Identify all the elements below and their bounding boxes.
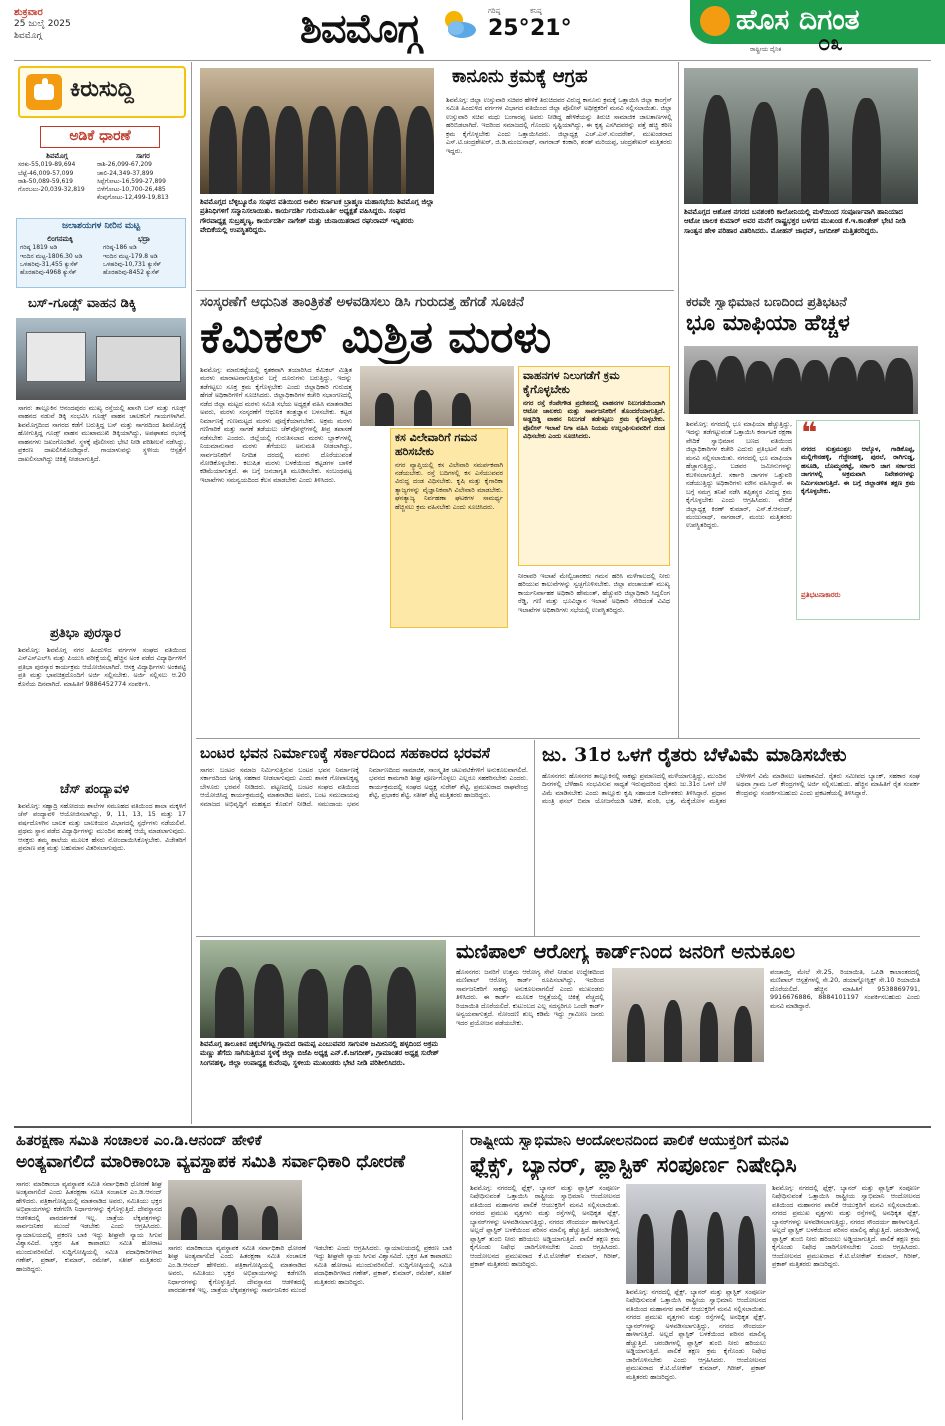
kiru-suddi-box: [18, 66, 186, 118]
brand-name: ಹೊಸ ದಿಗಂತ: [736, 3, 860, 36]
truck-shape: [26, 332, 86, 382]
masthead-divider: [14, 60, 931, 61]
temp-low-value: 21°: [530, 16, 572, 41]
market-sagara: [97, 152, 189, 202]
rate-row: ಸಿಪ್ಪೆಗೋಟು-16,599-27,899: [97, 177, 166, 185]
dam-line: ಇಂದಿನ ಮಟ್ಟ-1806.30 ಅಡಿ: [20, 252, 83, 260]
brand-logo-icon: [700, 6, 730, 36]
main-story-title: ಕೆಮಿಕಲ್ ಮಿಶ್ರಿತ ಮರಳು: [200, 312, 552, 363]
adike-title: ಅಡಿಕೆ ಧಾರಣೆ: [40, 126, 160, 148]
story-bus-title: ಬಸ್-ಗೂಡ್ಸ್ ವಾಹನ ಡಿಕ್ಕಿ: [28, 296, 137, 311]
land-mafia-kicker: ಕರವೇ ಸ್ವಾಭಿಮಾನ ಬಣದಿಂದ ಪ್ರತಿಭಟನೆ: [686, 294, 847, 309]
rate-row: ಬೆಟ್ಟೆ-46,009-57,099: [18, 169, 74, 177]
meeting-photo: [360, 366, 514, 426]
temp-low: [530, 8, 572, 43]
law-story-text: ಶಿವಮೊಗ್ಗ: ಜಿಲ್ಲಾ ಉಸ್ತುವಾರಿ ಸಚಿವರ ಹೇಳಿಕೆ ತಿರುಚಿದವರ ವಿರುದ್ಧ ಕಾನೂನು ಕ್ರಮಕ್ಕೆ ಒತ್ತಾಯಿಸಿ ಜಿಲ್ಲಾ ಕಾಂಗ್ರೆಸ್ ಸಮಿತಿ ಹಿಂದುಳಿದ ವರ್ಗಗಳ ವಿಭಾಗದ ವತಿಯಿಂದ ಜಿಲ್ಲಾ ಪೊಲೀಸ್ ಅಧೀಕ್ಷಕರಿಗೆ ಮನವಿ ಸಲ್ಲಿಸಲಾಯಿತು. ಜಿಲ್ಲಾ ಉಸ್ತುವಾರಿ ಸಚಿವ ಮಧು ಬಂಗಾರಪ್ಪ ಅವರು ನೀಡಿದ್ದ ಹೇಳಿಕೆಯನ್ನು ತಿರುಚಿ ಸಾಮಾಜಿಕ ಜಾಲತಾಣಗಳಲ್ಲಿ ಹರಿಬಿಡಲಾಗಿದೆ. ಇದರಿಂದ ಸಮಾಜದಲ್ಲಿ ಗೊಂದಲ ಸೃಷ್ಟಿಯಾಗಿದ್ದು, ಈ ಕೃತ್ಯ ಎಸಗಿದವರನ್ನು ಪತ್ತೆ ಹಚ್ಚಿ ಕಠಿಣ ಕ್ರಮ ಕೈಗೊಳ್ಳಬೇಕು ಎಂದು ಒತ್ತಾಯಿಸಿದರು. ಜಿಲ್ಲಾಧ್ಯಕ್ಷ ಎಚ್.ಎಸ್.ಸುಂದರೇಶ್, ಮುಖಂಡರಾದ ಎಸ್.ಟಿ.ಚಂದ್ರಶೇಖರ್, ಜಿ.ಡಿ.ಮಂಜುನಾಥ್, ನಾಗರಾಜ್ ಕಂಕಾರಿ, ಶರತ್ ಮರಿಯಪ್ಪ, ಚಂದ್ರಶೇಖರ್ ಮತ್ತಿತರರು ಇದ್ದರು.: [446, 96, 672, 155]
story-chess-title: ಚೆಸ್ ಪಂದ್ಯಾವಳಿ: [60, 782, 130, 797]
quote-mark-icon: ❝: [801, 416, 818, 449]
land-mafia-quote: ನಗರದ ಸುತ್ತಮುತ್ತಲ ಆಲ್ಕೊಳ, ಗಾಡಿಕೊಪ್ಪ, ಮಲ್ಲಿಗೇನಹಳ್ಳಿ, ಗೆಜ್ಜೇನಹಳ್ಳಿ, ಪುರಲೆ, ರಾಗಿಗುಡ್ಡ, ಹಸೂಡಿ, ಬೊಮ್ಮನಕಟ್ಟೆ, ಸರ್ಕಾರಿ ಜಾಗ ಸರ್ಕಾರದ ಜಾಗಗಳಲ್ಲಿ ಅಕ್ರಮವಾಗಿ ನಿವೇಶನಗಳನ್ನು ನಿರ್ಮಿಸಲಾಗುತ್ತಿದೆ. ಈ ಬಗ್ಗೆ ಜಿಲ್ಲಾಡಳಿತ ತಕ್ಷಣ ಕ್ರಮ ಕೈಗೊಳ್ಳಬೇಕು.: [801, 445, 915, 496]
house-visit-photo: [684, 68, 918, 204]
land-mafia-quote-by: ಪ್ರತಿಭಟನಾಕಾರರು: [801, 591, 841, 599]
main-story-text: ಶಿವಮೊಗ್ಗ: ಮಾರುಕಟ್ಟೆಯಲ್ಲಿ ಕೃತಕವಾಗಿ ತಯಾರಿಸಿದ ಕೆಮಿಕಲ್ ಮಿಶ್ರಿತ ಮರಳು ಮಾರಾಟವಾಗುತ್ತಿರುವ ಬಗ್ಗೆ ದೂರುಗಳು ಬರುತ್ತಿದ್ದು, ಇದನ್ನು ತಡೆಗಟ್ಟಲು ಸೂಕ್ತ ಕ್ರಮ ಕೈಗೊಳ್ಳಬೇಕು ಎಂದು ಜಿಲ್ಲಾಧಿಕಾರಿ ಗುರುದತ್ತ ಹೆಗಡೆ ಅಧಿಕಾರಿಗಳಿಗೆ ಸೂಚಿಸಿದರು. ಜಿಲ್ಲಾಧಿಕಾರಿಗಳ ಕಚೇರಿ ಸಭಾಂಗಣದಲ್ಲಿ ನಡೆದ ಜಿಲ್ಲಾ ಮಟ್ಟದ ಮರಳು ಸಮಿತಿ ಸಭೆಯ ಅಧ್ಯಕ್ಷತೆ ವಹಿಸಿ ಮಾತನಾಡಿದ ಅವರು, ಮರಳು ಸಂಸ್ಕರಣೆಗೆ ಆಧುನಿಕ ತಂತ್ರಜ್ಞಾನ ಬಳಸಬೇಕು. ಕಟ್ಟಡ ನಿರ್ಮಾಣಕ್ಕೆ ಗುಣಮಟ್ಟದ ಮರಳು ಪೂರೈಕೆಯಾಗಬೇಕು. ಅಕ್ರಮ ಮರಳು ಗಣಿಗಾರಿಕೆ ಮತ್ತು ಸಾಗಣೆ ತಡೆಯಲು ಚೆಕ್‌ಪೋಸ್ಟ್‌ಗಳಲ್ಲಿ ತೀವ್ರ ತಪಾಸಣೆ ನಡೆಸಬೇಕು ಎಂದರು. ಜಿಲ್ಲೆಯಲ್ಲಿ ಗುರುತಿಸಲಾದ ಮರಳು ಬ್ಲಾಕ್‌ಗಳಲ್ಲಿ ನಿಯಮಾನುಸಾರ ಮರಳು ತೆಗೆಯಲು ಅನುಮತಿ ನೀಡಲಾಗಿದ್ದು, ಸಾರ್ವಜನಿಕರಿಗೆ ನಿಗದಿತ ದರದಲ್ಲಿ ಮರಳು ದೊರೆಯುವಂತೆ ನೋಡಿಕೊಳ್ಳಬೇಕು. ಕಲುಷಿತ ಮರಳು ಬಳಕೆಯಿಂದ ಕಟ್ಟಡಗಳ ಬಾಳಿಕೆ ಕಡಿಮೆಯಾಗುತ್ತದೆ. ಈ ಬಗ್ಗೆ ಜನಜಾಗೃತಿ ಮೂಡಿಸಬೇಕು. ಸಂಬಂಧಪಟ್ಟ ಇಲಾಖೆಗಳು ಸಮನ್ವಯದಿಂದ ಕೆಲಸ ಮಾಡಬೇಕು ಎಂದು ತಿಳಿಸಿದರು.: [200, 366, 352, 484]
day-label: ಶುಕ್ರವಾರ: [14, 7, 43, 18]
story-bus-text: ಸಾಗರ: ತಾಲ್ಲೂಕಿನ ಆನಂದಪುರಂ ಮುಖ್ಯ ರಸ್ತೆಯಲ್ಲಿ ಖಾಸಗಿ ಬಸ್ ಮತ್ತು ಗೂಡ್ಸ್ ವಾಹನದ ನಡುವೆ ಡಿಕ್ಕಿ ಸಂಭವಿಸಿ ಗೂಡ್ಸ್ ವಾಹನ ಚಾಲಕನಿಗೆ ಗಾಯಗಳಾಗಿವೆ. ಶಿವಮೊಗ್ಗದಿಂದ ಸಾಗರದ ಕಡೆಗೆ ಬರುತ್ತಿದ್ದ ಬಸ್ ಮತ್ತು ಸಾಗರದಿಂದ ಶಿವಮೊಗ್ಗಕ್ಕೆ ಹೋಗುತ್ತಿದ್ದ ಗೂಡ್ಸ್ ವಾಹನ ಮುಖಾಮುಖಿ ಡಿಕ್ಕಿಯಾಗಿದ್ದು, ಅಪಘಾತದ ರಭಸಕ್ಕೆ ವಾಹನಗಳು ಜಖಂಗೊಂಡಿವೆ. ಸ್ಥಳಕ್ಕೆ ಪೊಲೀಸರು ಭೇಟಿ ನೀಡಿ ಪರಿಶೀಲನೆ ನಡೆಸಿದ್ದು, ಪ್ರಕರಣ ದಾಖಲಿಸಿಕೊಂಡಿದ್ದಾರೆ. ಗಾಯಾಳುವನ್ನು ಸ್ಥಳೀಯ ಆಸ್ಪತ್ರೆಗೆ ದಾಖಲಿಸಲಾಗಿದ್ದು ಚಿಕಿತ್ಸೆ ನೀಡಲಾಗುತ್ತಿದೆ.: [18, 404, 186, 463]
dam-line: ಗರಿಷ್ಠ 1819 ಅಡಿ: [20, 244, 58, 252]
bus-accident-photo: [16, 318, 186, 400]
section-divider: [196, 290, 674, 291]
flex-ban-text: ಶಿವಮೊಗ್ಗ: ನಗರದಲ್ಲಿ ಫ್ಲೆಕ್ಸ್, ಬ್ಯಾನರ್ ಮತ್ತು ಪ್ಲಾಸ್ಟಿಕ್ ಸಂಪೂರ್ಣ ನಿಷೇಧಿಸುವಂತೆ ಒತ್ತಾಯಿಸಿ ರಾಷ್ಟ್ರೀಯ ಸ್ವಾಭಿಮಾನಿ ಆಂದೋಲನದ ವತಿಯಿಂದ ಮಹಾನಗರ ಪಾಲಿಕೆ ಆಯುಕ್ತರಿಗೆ ಮನವಿ ಸಲ್ಲಿಸಲಾಯಿತು. ನಗರದ ಪ್ರಮುಖ ವೃತ್ತಗಳು ಮತ್ತು ರಸ್ತೆಗಳಲ್ಲಿ ಅನಧಿಕೃತ ಫ್ಲೆಕ್ಸ್, ಬ್ಯಾನರ್‌ಗಳನ್ನು ಅಳವಡಿಸಲಾಗುತ್ತಿದ್ದು, ನಗರದ ಸೌಂದರ್ಯ ಹಾಳಾಗುತ್ತಿದೆ. ಅಲ್ಲದೆ ಪ್ಲಾಸ್ಟಿಕ್ ಬಳಕೆಯಿಂದ ಪರಿಸರ ಮಾಲಿನ್ಯ ಹೆಚ್ಚುತ್ತಿದೆ. ಚರಂಡಿಗಳಲ್ಲಿ ಪ್ಲಾಸ್ಟಿಕ್ ತುಂಬಿ ನೀರು ಹರಿಯಲು ಅಡ್ಡಿಯಾಗುತ್ತಿದೆ. ಪಾಲಿಕೆ ತಕ್ಷಣ ಕ್ರಮ ಕೈಗೊಂಡು ನಿಷೇಧ ಜಾರಿಗೊಳಿಸಬೇಕು ಎಂದು ಆಗ್ರಹಿಸಿದರು. ಆಂದೋಲನದ ಪ್ರಮುಖರಾದ ಕೆ.ಟಿ.ಲೋಕೇಶ್ ಕುಮಾರ್, ಗಿರೀಶ್, ಪ್ರಕಾಶ್ ಮತ್ತಿತರರು ಹಾಜರಿದ್ದರು.: [470, 1184, 620, 1269]
memorandum-photo: [626, 1184, 766, 1284]
column-divider: [534, 740, 535, 936]
market-sagara-label: ಸಾಗರ: [136, 152, 150, 160]
story-pratibha-text: ಶಿವಮೊಗ್ಗ: ಶಿವಮೊಗ್ಗ ನಗರ ಹಿಂದುಳಿದ ವರ್ಗಗಳ ಸಂಘದ ವತಿಯಿಂದ ಎಸ್ಎಸ್ಎಲ್‌ಸಿ ಮತ್ತು ಪಿಯುಸಿ ಪರೀಕ್ಷೆಯಲ್ಲಿ ಹೆಚ್ಚಿನ ಅಂಕ ಪಡೆದ ವಿದ್ಯಾರ್ಥಿಗಳಿಗೆ ಪ್ರತಿಭಾ ಪುರಸ್ಕಾರ ಕಾರ್ಯಕ್ರಮ ಆಯೋಜಿಸಲಾಗಿದೆ. ಆಸಕ್ತ ವಿದ್ಯಾರ್ಥಿಗಳು ಅಂಕಪಟ್ಟಿ ಪ್ರತಿ ಮತ್ತು ಭಾವಚಿತ್ರದೊಂದಿಗೆ ಅರ್ಜಿ ಸಲ್ಲಿಸಬೇಕು. ಅರ್ಜಿ ಸಲ್ಲಿಸಲು ಆ.20 ಕೊನೆಯ ದಿನವಾಗಿದೆ. ಮಾಹಿತಿಗೆ 9886452774 ಸಂಪರ್ಕಿಸಿ.: [18, 646, 186, 688]
temp-low-label: ಕನಿಷ್ಠ: [530, 7, 542, 15]
dam-line: ಹೊರಹರಿವು-8452 ಕ್ಯುಸೆಕ್: [103, 268, 160, 276]
story-chess-text: ಶಿವಮೊಗ್ಗ: ಸಹ್ಯಾದ್ರಿ ಸಹೋದಯ ಶಾಲೆಗಳ ಸಮೂಹದ ವತಿಯಿಂದ ಶಾಲಾ ಮಕ್ಕಳಿಗೆ ಚೆಸ್ ಪಂದ್ಯಾವಳಿ ಆಯೋಜಿಸಲಾಗಿದ್ದು, 9, 11, 13, 15 ಮತ್ತು 17 ವರ್ಷದೊಳಗಿನ ಬಾಲಕ ಮತ್ತು ಬಾಲಕಿಯರ ವಿಭಾಗದಲ್ಲಿ ಸ್ಪರ್ಧೆಗಳು ನಡೆಯಲಿವೆ. ಪ್ರಥಮ ಸ್ಥಾನ ಪಡೆದ ವಿದ್ಯಾರ್ಥಿಗಳನ್ನು ಮುಂದಿನ ಹಂತಕ್ಕೆ ಆಯ್ಕೆ ಮಾಡಲಾಗುವುದು. ಆಸಕ್ತರು ತಮ್ಮ ಶಾಲೆಯ ಮೂಲಕ ಹೆಸರು ನೋಂದಾಯಿಸಿಕೊಳ್ಳಬೇಕು. ವಿಜೇತರಿಗೆ ಪ್ರಮಾಣ ಪತ್ರ ಮತ್ತು ಬಹುಮಾನ ವಿತರಿಸಲಾಗುವುದು.: [18, 802, 186, 853]
rate-row: ಸರಕು-55,019-89,694: [18, 161, 76, 169]
bantara-text: ಸಾಗರ: ಬಂಟರ ಸಮಾಜ ನಿರ್ಮಿಸುತ್ತಿರುವ ಬಂಟರ ಭವನ ನಿರ್ಮಾಣಕ್ಕೆ ಸರ್ಕಾರದಿಂದ ಅಗತ್ಯ ಸಹಕಾರ ನೀಡಲಾಗುವುದು ಎಂದು ಶಾಸಕ ಗೋಪಾಲಕೃಷ್ಣ ಬೇಳೂರು ಭರವಸೆ ನೀಡಿದರು. ಪಟ್ಟಣದಲ್ಲಿ ಬಂಟರ ಸಂಘದ ವತಿಯಿಂದ ಆಯೋಜಿಸಿದ್ದ ಕಾರ್ಯಕ್ರಮದಲ್ಲಿ ಮಾತನಾಡಿದ ಅವರು, ಬಂಟ ಸಮುದಾಯವು ಸಮಾಜದ ಅಭಿವೃದ್ಧಿಗೆ ಮಹತ್ವದ ಕೊಡುಗೆ ನೀಡಿದೆ. ಸಮುದಾಯ ಭವನ ನಿರ್ಮಾಣದಿಂದ ಸಾಮಾಜಿಕ, ಸಾಂಸ್ಕೃತಿಕ ಚಟುವಟಿಕೆಗಳಿಗೆ ಅನುಕೂಲವಾಗಲಿದೆ. ಭವನದ ಕಾಮಗಾರಿ ಶೀಘ್ರ ಪೂರ್ಣಗೊಳ್ಳಲು ಎಲ್ಲರೂ ಸಹಕರಿಸಬೇಕು ಎಂದರು. ಕಾರ್ಯಕ್ರಮದಲ್ಲಿ ಸಂಘದ ಅಧ್ಯಕ್ಷ ಸುರೇಶ್ ಶೆಟ್ಟಿ, ಪ್ರಮುಖರಾದ ರಾಘವೇಂದ್ರ ಶೆಟ್ಟಿ, ಪ್ರಭಾಕರ ಶೆಟ್ಟಿ, ಸತೀಶ್ ಶೆಟ್ಟಿ ಮತ್ತಿತರರು ಹಾಜರಿದ್ದರು.: [200, 766, 528, 808]
rate-row: ಕೆಂಪುಗೋಟು-12,499-19,813: [97, 193, 169, 201]
press-meet-photo: [168, 1180, 302, 1240]
temp-high: [488, 8, 530, 43]
partly-cloudy-icon: [438, 6, 480, 42]
dam-name: ಭದ್ರಾ: [137, 235, 151, 243]
flex-ban-text-2: ಶಿವಮೊಗ್ಗ: ನಗರದಲ್ಲಿ ಫ್ಲೆಕ್ಸ್, ಬ್ಯಾನರ್ ಮತ್ತು ಪ್ಲಾಸ್ಟಿಕ್ ಸಂಪೂರ್ಣ ನಿಷೇಧಿಸುವಂತೆ ಒತ್ತಾಯಿಸಿ ರಾಷ್ಟ್ರೀಯ ಸ್ವಾಭಿಮಾನಿ ಆಂದೋಲನದ ವತಿಯಿಂದ ಮಹಾನಗರ ಪಾಲಿಕೆ ಆಯುಕ್ತರಿಗೆ ಮನವಿ ಸಲ್ಲಿಸಲಾಯಿತು. ನಗರದ ಪ್ರಮುಖ ವೃತ್ತಗಳು ಮತ್ತು ರಸ್ತೆಗಳಲ್ಲಿ ಅನಧಿಕೃತ ಫ್ಲೆಕ್ಸ್, ಬ್ಯಾನರ್‌ಗಳನ್ನು ಅಳವಡಿಸಲಾಗುತ್ತಿದ್ದು, ನಗರದ ಸೌಂದರ್ಯ ಹಾಳಾಗುತ್ತಿದೆ. ಅಲ್ಲದೆ ಪ್ಲಾಸ್ಟಿಕ್ ಬಳಕೆಯಿಂದ ಪರಿಸರ ಮಾಲಿನ್ಯ ಹೆಚ್ಚುತ್ತಿದೆ. ಚರಂಡಿಗಳಲ್ಲಿ ಪ್ಲಾಸ್ಟಿಕ್ ತುಂಬಿ ನೀರು ಹರಿಯಲು ಅಡ್ಡಿಯಾಗುತ್ತಿದೆ. ಪಾಲಿಕೆ ತಕ್ಷಣ ಕ್ರಮ ಕೈಗೊಂಡು ನಿಷೇಧ ಜಾರಿಗೊಳಿಸಬೇಕು ಎಂದು ಆಗ್ರಹಿಸಿದರು. ಆಂದೋಲನದ ಪ್ರಮುಖರಾದ ಕೆ.ಟಿ.ಲೋಕೇಶ್ ಕುಮಾರ್, ಗಿರೀಶ್, ಪ್ರಕಾಶ್ ಮತ್ತಿತರರು ಹಾಜರಿದ್ದರು.: [626, 1288, 766, 1381]
flex-ban-text-3: ಶಿವಮೊಗ್ಗ: ನಗರದಲ್ಲಿ ಫ್ಲೆಕ್ಸ್, ಬ್ಯಾನರ್ ಮತ್ತು ಪ್ಲಾಸ್ಟಿಕ್ ಸಂಪೂರ್ಣ ನಿಷೇಧಿಸುವಂತೆ ಒತ್ತಾಯಿಸಿ ರಾಷ್ಟ್ರೀಯ ಸ್ವಾಭಿಮಾನಿ ಆಂದೋಲನದ ವತಿಯಿಂದ ಮಹಾನಗರ ಪಾಲಿಕೆ ಆಯುಕ್ತರಿಗೆ ಮನವಿ ಸಲ್ಲಿಸಲಾಯಿತು. ನಗರದ ಪ್ರಮುಖ ವೃತ್ತಗಳು ಮತ್ತು ರಸ್ತೆಗಳಲ್ಲಿ ಅನಧಿಕೃತ ಫ್ಲೆಕ್ಸ್, ಬ್ಯಾನರ್‌ಗಳನ್ನು ಅಳವಡಿಸಲಾಗುತ್ತಿದ್ದು, ನಗರದ ಸೌಂದರ್ಯ ಹಾಳಾಗುತ್ತಿದೆ. ಅಲ್ಲದೆ ಪ್ಲಾಸ್ಟಿಕ್ ಬಳಕೆಯಿಂದ ಪರಿಸರ ಮಾಲಿನ್ಯ ಹೆಚ್ಚುತ್ತಿದೆ. ಚರಂಡಿಗಳಲ್ಲಿ ಪ್ಲಾಸ್ಟಿಕ್ ತುಂಬಿ ನೀರು ಹರಿಯಲು ಅಡ್ಡಿಯಾಗುತ್ತಿದೆ. ಪಾಲಿಕೆ ತಕ್ಷಣ ಕ್ರಮ ಕೈಗೊಂಡು ನಿಷೇಧ ಜಾರಿಗೊಳಿಸಬೇಕು ಎಂದು ಆಗ್ರಹಿಸಿದರು. ಆಂದೋಲನದ ಪ್ರಮುಖರಾದ ಕೆ.ಟಿ.ಲೋಕೇಶ್ ಕುಮಾರ್, ಗಿರೀಶ್, ಪ್ರಕಾಶ್ ಮತ್ತಿತರರು ಹಾಜರಿದ್ದರು.: [772, 1184, 920, 1269]
flex-ban-kicker: ರಾಷ್ಟ್ರೀಯ ಸ್ವಾಭಿಮಾನಿ ಆಂದೋಲನದಿಂದ ಪಾಲಿಕೆ ಆಯುಕ್ತರಿಗೆ ಮನವಿ: [470, 1132, 789, 1149]
garbage-box-title: ಕಸ ವಿಲೇವಾರಿಗೆ ಗಮನ ಹರಿಸಬೇಕು: [395, 431, 477, 458]
marikamba-text-2: ಸಾಗರ: ಮಾರಿಕಾಂಬಾ ವ್ಯವಸ್ಥಾಪಕ ಸಮಿತಿ ಸರ್ವಾಧಿಕಾರಿ ಧೋರಣೆ ಶೀಘ್ರ ಅಂತ್ಯವಾಗಲಿದೆ ಎಂದು ಹಿತರಕ್ಷಣಾ ಸಮಿತಿ ಸಂಚಾಲಕ ಎಂ.ಡಿ.ಆನಂದ್ ಹೇಳಿದರು. ಪತ್ರಿಕಾಗೋಷ್ಠಿಯಲ್ಲಿ ಮಾತನಾಡಿದ ಅವರು, ಸಮಿತಿಯು ಭಕ್ತರ ಅಭಿಪ್ರಾಯಗಳನ್ನು ಕಡೆಗಣಿಸಿ ನಿರ್ಧಾರಗಳನ್ನು ಕೈಗೊಳ್ಳುತ್ತಿದೆ. ದೇವಸ್ಥಾನದ ಆಡಳಿತದಲ್ಲಿ ಪಾರದರ್ಶಕತೆ ಇಲ್ಲ. ಜಾತ್ರೆಯ ಲೆಕ್ಕಪತ್ರಗಳನ್ನು ಸಾರ್ವಜನಿಕರ ಮುಂದೆ ಇಡಬೇಕು ಎಂದು ಆಗ್ರಹಿಸಿದರು. ನ್ಯಾಯಾಲಯದಲ್ಲಿ ಪ್ರಕರಣ ಬಾಕಿ ಇದ್ದು ಶೀಘ್ರವೇ ನ್ಯಾಯ ಸಿಗುವ ವಿಶ್ವಾಸವಿದೆ. ಭಕ್ತರ ಹಿತ ಕಾಪಾಡಲು ಸಮಿತಿ ಹೋರಾಟ ಮುಂದುವರಿಸಲಿದೆ. ಸುದ್ದಿಗೋಷ್ಠಿಯಲ್ಲಿ ಸಮಿತಿ ಪದಾಧಿಕಾರಿಗಳಾದ ಗಣೇಶ್, ಪ್ರಕಾಶ್, ಕುಮಾರ್, ರಮೇಶ್, ಸತೀಶ್ ಮತ್ತಿತರರು ಹಾಜರಿದ್ದರು.: [168, 1244, 452, 1295]
dam-name: ಲಿಂಗನಮಕ್ಕಿ: [47, 235, 73, 243]
section-divider: [14, 1126, 931, 1128]
main-story-text-2: ನೀರಾವರಿ ಇಲಾಖೆ ಮೇಲ್ವಿಚಾರಕರು ಗಮನ ಹರಿಸಿ ಮಳೆಗಾಲದಲ್ಲಿ ನೀರು ಹರಿಯುವ ಕಾಲುವೆಗಳನ್ನು ಸ್ವಚ್ಛಗೊಳಿಸಬೇಕು. ಜಿಲ್ಲಾ ಪಂಚಾಯತ್ ಮುಖ್ಯ ಕಾರ್ಯನಿರ್ವಾಹಕ ಅಧಿಕಾರಿ ಹೇಮಂತ್, ಹೆಚ್ಚುವರಿ ಜಿಲ್ಲಾಧಿಕಾರಿ ಸಿದ್ದಲಿಂಗ ರೆಡ್ಡಿ, ಗಣಿ ಮತ್ತು ಭೂವಿಜ್ಞಾನ ಇಲಾಖೆ ಅಧಿಕಾರಿ ಸೇರಿದಂತೆ ವಿವಿಧ ಇಲಾಖೆಗಳ ಅಧಿಕಾರಿಗಳು ಸಭೆಯಲ್ಲಿ ಉಪಸ್ಥಿತರಿದ್ದರು.: [518, 572, 670, 614]
market-shivamogga-label: ಶಿವಮೊಗ್ಗ: [46, 152, 68, 160]
flex-ban-title: ಫ್ಲೆಕ್ಸ್, ಬ್ಯಾನರ್, ಪ್ಲಾಸ್ಟಿಕ್ ಸಂಪೂರ್ಣ ನಿಷೇಧಿಸಿ: [470, 1152, 797, 1178]
temp-high-value: 25°: [488, 16, 530, 41]
manipal-text-2: ಪಂಚಾಯ್ತಿ ಮೇಲೆ ಸೇ.25, ರಿಯಾಯಿತಿ, ಒಪಿಡಿ ಕಾಲಾಂತರದಲ್ಲಿ ಮಣಿಪಾಲ್ ಆಸ್ಪತ್ರೆಗಳಲ್ಲಿ ಸೇ.20, ಡಯಾಗ್ನೋಸ್ಟಿಕ್ಸ್ ಸೇ.10 ರಿಯಾಯಿತಿ ದೊರೆಯಲಿದೆ. ಹೆಚ್ಚಿನ ಮಾಹಿತಿಗೆ 9538869791, 9916676886, 8884101197 ಸಂಪರ್ಕಿಸಬಹುದು ಎಂದು ಮನವಿ ಮಾಡಿದ್ದಾರೆ.: [770, 968, 920, 1010]
bantara-title: ಬಂಟರ ಭವನ ನಿರ್ಮಾಣಕ್ಕೆ ಸರ್ಕಾರದಿಂದ ಸಹಕಾರದ ಭರವಸೆ: [200, 744, 491, 762]
parking-box: [518, 366, 670, 566]
column-divider: [678, 62, 679, 738]
marikamba-text: ಸಾಗರ: ಮಾರಿಕಾಂಬಾ ವ್ಯವಸ್ಥಾಪಕ ಸಮಿತಿ ಸರ್ವಾಧಿಕಾರಿ ಧೋರಣೆ ಶೀಘ್ರ ಅಂತ್ಯವಾಗಲಿದೆ ಎಂದು ಹಿತರಕ್ಷಣಾ ಸಮಿತಿ ಸಂಚಾಲಕ ಎಂ.ಡಿ.ಆನಂದ್ ಹೇಳಿದರು. ಪತ್ರಿಕಾಗೋಷ್ಠಿಯಲ್ಲಿ ಮಾತನಾಡಿದ ಅವರು, ಸಮಿತಿಯು ಭಕ್ತರ ಅಭಿಪ್ರಾಯಗಳನ್ನು ಕಡೆಗಣಿಸಿ ನಿರ್ಧಾರಗಳನ್ನು ಕೈಗೊಳ್ಳುತ್ತಿದೆ. ದೇವಸ್ಥಾನದ ಆಡಳಿತದಲ್ಲಿ ಪಾರದರ್ಶಕತೆ ಇಲ್ಲ. ಜಾತ್ರೆಯ ಲೆಕ್ಕಪತ್ರಗಳನ್ನು ಸಾರ್ವಜನಿಕರ ಮುಂದೆ ಇಡಬೇಕು ಎಂದು ಆಗ್ರಹಿಸಿದರು. ನ್ಯಾಯಾಲಯದಲ್ಲಿ ಪ್ರಕರಣ ಬಾಕಿ ಇದ್ದು ಶೀಘ್ರವೇ ನ್ಯಾಯ ಸಿಗುವ ವಿಶ್ವಾಸವಿದೆ. ಭಕ್ತರ ಹಿತ ಕಾಪಾಡಲು ಸಮಿತಿ ಹೋರಾಟ ಮುಂದುವರಿಸಲಿದೆ. ಸುದ್ದಿಗೋಷ್ಠಿಯಲ್ಲಿ ಸಮಿತಿ ಪದಾಧಿಕಾರಿಗಳಾದ ಗಣೇಶ್, ಪ್ರಕಾಶ್, ಕುಮಾರ್, ರಮೇಶ್, ಸತೀಶ್ ಮತ್ತಿತರರು ಹಾಜರಿದ್ದರು.: [16, 1180, 162, 1273]
parking-box-title: ವಾಹನಗಳ ನಿಲುಗಡೆಗೆ ಕ್ರಮ ಕೈಗೊಳ್ಳಬೇಕು: [523, 369, 620, 396]
dam-lingan: [20, 235, 100, 277]
marikamba-kicker: ಹಿತರಕ್ಷಣಾ ಸಮಿತಿ ಸಂಚಾಲಕ ಎಂ.ಡಿ.ಆನಂದ್ ಹೇಳಿಕೆ: [16, 1132, 262, 1149]
date-block: [14, 6, 214, 42]
temp-high-label: ಗರಿಷ್ಠ: [488, 7, 501, 15]
column-divider: [191, 62, 192, 1124]
rate-row: ಚಾಲಿ-24,349-37,899: [97, 169, 154, 177]
reservoir-title: ಜಲಾಶಯಗಳ ನೀರಿನ ಮಟ್ಟ: [61, 221, 141, 231]
garbage-box: [390, 428, 508, 628]
marikamba-title: ಅಂತ್ಯವಾಗಲಿದೆ ಮಾರಿಕಾಂಬಾ ವ್ಯವಸ್ಥಾಪಕ ಸಮಿತಿ ಸರ್ವಾಧಿಕಾರಿ ಧೋರಣೆ: [16, 1152, 406, 1172]
place-label: ಶಿವಮೊಗ್ಗ: [14, 30, 42, 41]
dam-line: ಹೊರಹರಿವು-4968 ಕ್ಯುಸೆಕ್: [20, 268, 77, 276]
parking-box-text: ನಗರ ರಸ್ತೆ ಕೆಂಪೇಗೌಡ ಪ್ರದೇಶದಲ್ಲಿ ವಾಹನಗಳ ನಿಲುಗಡೆಯಿಂದಾಗಿ ಆಟೋ ಚಾಲಕರು ಮತ್ತು ಸಾರ್ವಜನಿಕರಿಗೆ ತೊಂದರೆಯಾಗುತ್ತಿದೆ. ಅಡ್ಡದಿಡ್ಡಿ ವಾಹನ ನಿಲುಗಡೆ ತಡೆಗಟ್ಟಲು ಕ್ರಮ ಕೈಗೊಳ್ಳಬೇಕು. ಪೊಲೀಸ್ ಇಲಾಖೆ ನಿಗಾ ವಹಿಸಿ ನಿಯಮ ಉಲ್ಲಂಘಿಸುವವರಿಗೆ ದಂಡ ವಿಧಿಸಬೇಕು ಎಂದು ಸೂಚಿಸಿದರು.: [523, 398, 665, 441]
site-inspection-photo: [200, 940, 446, 1038]
column-divider: [462, 1130, 463, 1420]
date-label: 25 ಜುಲೈ 2025: [14, 19, 71, 29]
section-divider: [196, 738, 920, 739]
land-mafia-quote-box: [796, 416, 920, 620]
pointing-hand-icon: [26, 74, 62, 110]
main-story-kicker: ಸಂಸ್ಕರಣೆಗೆ ಆಧುನಿತ ತಾಂತ್ರಿಕತೆ ಅಳವಡಿಸಲು ಡಿಸಿ ಗುರುದತ್ತ ಹೆಗಡೆ ಸೂಚನೆ: [200, 294, 525, 310]
group-photo: [200, 68, 434, 194]
reservoir-panel: [16, 218, 186, 288]
dam-bhadra: [103, 235, 185, 277]
kiru-suddi-title: ಕಿರುಸುದ್ದಿ: [70, 76, 134, 102]
rate-row: ಬಿಳೆಗೋಟು-10,700-26,485: [97, 185, 166, 193]
crop-insurance-text: ಹೊಸನಗರ: ಹೊಸನಗರ ತಾಲ್ಲೂಕಿನಲ್ಲಿ ಸಾಕಷ್ಟು ಪ್ರಮಾಣದಲ್ಲಿ ಮಳೆಯಾಗುತ್ತಿದ್ದು, ಮುಂದಿನ ದಿನಗಳಲ್ಲಿ ಬೆಳೆಹಾನಿ ಸಂಭವಿಸುವ ಸಾಧ್ಯತೆ ಇರುವುದರಿಂದ ರೈತರು ಜು.31ರ ಒಳಗೆ ಬೆಳೆ ವಿಮೆ ಮಾಡಿಸಬೇಕು ಎಂದು ತಾಲ್ಲೂಕು ಕೃಷಿ ಸಹಾಯಕ ನಿರ್ದೇಶಕರು ತಿಳಿಸಿದ್ದಾರೆ. ಪ್ರಧಾನ ಮಂತ್ರಿ ಫಸಲ್ ಬಿಮಾ ಯೋಜನೆಯಡಿ ಅಡಿಕೆ, ಶುಂಠಿ, ಭತ್ತ, ಮೆಕ್ಕೆಜೋಳ ಮತ್ತಿತರ ಬೆಳೆಗಳಿಗೆ ವಿಮೆ ಮಾಡಿಸಲು ಅವಕಾಶವಿದೆ. ರೈತರು ಸಮೀಪದ ಬ್ಯಾಂಕ್, ಸಹಕಾರ ಸಂಘ ಅಥವಾ ಗ್ರಾಮ ಒನ್ ಕೇಂದ್ರಗಳಲ್ಲಿ ಅರ್ಜಿ ಸಲ್ಲಿಸಬಹುದು. ಹೆಚ್ಚಿನ ಮಾಹಿತಿಗೆ ರೈತ ಸಂಪರ್ಕ ಕೇಂದ್ರವನ್ನು ಸಂಪರ್ಕಿಸಬಹುದು ಎಂದು ಪ್ರಕಟಣೆಯಲ್ಲಿ ತಿಳಿಸಿದ್ದಾರೆ.: [542, 772, 920, 806]
manipal-event-photo: [612, 968, 764, 1062]
section-divider: [196, 936, 920, 937]
land-mafia-text: ಶಿವಮೊಗ್ಗ: ನಗರದಲ್ಲಿ ಭೂ ಮಾಫಿಯಾ ಹೆಚ್ಚುತ್ತಿದ್ದು, ಇದನ್ನು ತಡೆಗಟ್ಟುವಂತೆ ಒತ್ತಾಯಿಸಿ ಕರ್ನಾಟಕ ರಕ್ಷಣಾ ವೇದಿಕೆ ಸ್ವಾಭಿಮಾನ ಬಣದ ವತಿಯಿಂದ ಜಿಲ್ಲಾಧಿಕಾರಿಗಳ ಕಚೇರಿ ಎದುರು ಪ್ರತಿಭಟನೆ ನಡೆಸಿ ಮನವಿ ಸಲ್ಲಿಸಲಾಯಿತು. ನಗರದಲ್ಲಿ ಭೂ ಮಾಫಿಯಾ ಹೆಚ್ಚಾಗುತ್ತಿದ್ದು, ಬಡವರ ಜಮೀನುಗಳನ್ನು ಕಬಳಿಸಲಾಗುತ್ತಿದೆ. ಸರ್ಕಾರಿ ಜಾಗಗಳ ಒತ್ತುವರಿ ನಡೆಯುತ್ತಿದ್ದು ಅಧಿಕಾರಿಗಳು ಮೌನ ವಹಿಸಿದ್ದಾರೆ. ಈ ಬಗ್ಗೆ ಸಮಗ್ರ ತನಿಖೆ ನಡೆಸಿ ತಪ್ಪಿತಸ್ಥರ ವಿರುದ್ಧ ಕ್ರಮ ಕೈಗೊಳ್ಳಬೇಕು ಎಂದು ಆಗ್ರಹಿಸಿದರು. ವೇದಿಕೆ ಜಿಲ್ಲಾಧ್ಯಕ್ಷ ಕಿರಣ್ ಕುಮಾರ್, ಎಸ್.ಕೆ.ಆನಂದ್, ಮಂಜುನಾಥ್, ನಾಗರಾಜ್, ಮಂಜು ಮತ್ತಿತರರು ಉಪಸ್ಥಿತರಿದ್ದರು.: [686, 420, 792, 530]
protest-photo: [684, 346, 918, 414]
masthead: [0, 0, 945, 62]
crop-insurance-title: ಜು. 31ರ ಒಳಗೆ ರೈತರು ಬೆಳೆವಿಮೆ ಮಾಡಿಸಬೇಕು: [542, 744, 847, 766]
dam-line: ಒಳಹರಿವು-10,731 ಕ್ಯುಸೆಕ್: [103, 260, 162, 268]
land-mafia-title: ಭೂ ಮಾಫಿಯಾ ಹೆಚ್ಚಳ: [686, 310, 850, 336]
group-photo-caption: ಶಿವಮೊಗ್ಗದ ಬೆಳ್ಳಿಬ್ಯೂರೊ ಸಂಘದ ವತಿಯಿಂದ ಅಖಿಲ ಕರ್ನಾಟಕ ಬ್ರಾಹ್ಮಣ ಮಹಾಸಭೆಯ ಶಿವಮೊಗ್ಗ ಜಿಲ್ಲಾ ಪ್ರತಿನಿಧಿಗಳಿಗೆ ಸನ್ಮಾನಿಸಲಾಯಿತು. ಕಾರ್ಯದರ್ಶಿ ಗುರುಮೂರ್ತಿ ಅಧ್ಯಕ್ಷತೆ ವಹಿಸಿದ್ದರು. ಸಂಘದ ಗೌರವಾಧ್ಯಕ್ಷ ಸುಬ್ರಹ್ಮಣ್ಯ, ಕಾರ್ಯದರ್ಶಿ ನಾಗೇಶ್ ಮತ್ತು ಚುನಾಯಿತರಾದ ರಘುರಾಮ್ ಇನ್ನಿತರರು ವೇದಿಕೆಯಲ್ಲಿ ಉಪಸ್ಥಿತರಿದ್ದರು.: [200, 198, 434, 235]
brand-tagline: ರಾಷ್ಟ್ರೀಯ ದೈನಿಕ: [750, 46, 782, 53]
manipal-text: ಹೊಸನಗರ: ಜನರಿಗೆ ಉತ್ತಮ ಆರೋಗ್ಯ ಸೇವೆ ನೀಡುವ ಉದ್ದೇಶದಿಂದ ಮಣಿಪಾಲ್ ಆರೋಗ್ಯ ಕಾರ್ಡ್ ರೂಪಿಸಲಾಗಿದ್ದು, ಇದರಿಂದ ಸಾರ್ವಜನಿಕರಿಗೆ ಸಾಕಷ್ಟು ಅನುಕೂಲವಾಗಲಿದೆ ಎಂದು ಮುಖಂಡರು ತಿಳಿಸಿದರು. ಈ ಕಾರ್ಡ್ ಮೂಲಕ ಆಸ್ಪತ್ರೆಯಲ್ಲಿ ಚಿಕಿತ್ಸೆ ವೆಚ್ಚದಲ್ಲಿ ರಿಯಾಯಿತಿ ದೊರೆಯಲಿದೆ. ಕುಟುಂಬದ ಎಲ್ಲ ಸದಸ್ಯರಿಗೂ ಒಂದೇ ಕಾರ್ಡ್ ಅನ್ವಯವಾಗುತ್ತದೆ. ನೋಂದಣಿ ಶುಲ್ಕ ಕಡಿಮೆ ಇದ್ದು ಗ್ರಾಮೀಣ ಜನರು ಇದರ ಪ್ರಯೋಜನ ಪಡೆಯಬೇಕು.: [456, 968, 604, 1027]
dam-line: ಇಂದಿನ ಮಟ್ಟ-179.8 ಅಡಿ: [103, 252, 158, 260]
site-inspection-caption: ಶಿವಮೊಗ್ಗ ತಾಲೂಕಿನ ಚಿಕ್ಕಬೆಳಗಟ್ಟ ಗ್ರಾಮದ ರಾಮಪ್ಪ ಎಂಬುವವರ ಸಾಗುವಳಿ ಜಮೀನಿನಲ್ಲಿ ಹಳ್ಳದಿಂದ ಅಕ್ರಮ ಮಣ್ಣು ತೆಗೆದು ಸಾಗಿಸುತ್ತಿರುವ ಸ್ಥಳಕ್ಕೆ ಜಿಲ್ಲಾ ಬಿಜೆಪಿ ಅಧ್ಯಕ್ಷ ಎನ್.ಕೆ.ಜಗದೀಶ್, ಗ್ರಾಮಾಂತರ ಅಧ್ಯಕ್ಷ ಸುರೇಶ್ ಸಿಂಗನಹಳ್ಳಿ, ಜಿಲ್ಲಾ ಉಪಾಧ್ಯಕ್ಷ ಕುವೆಂಪು, ಸ್ಥಳೀಯ ಮುಖಂಡರು ಭೇಟಿ ನೀಡಿ ಪರಿಶೀಲಿಸಿದರು.: [200, 1040, 439, 1067]
law-story-title: ಕಾನೂನು ಕ್ರಮಕ್ಕೆ ಆಗ್ರಹ: [452, 66, 588, 87]
dam-line: ಒಳಹರಿವು-31,455 ಕ್ಯುಸೆಕ್: [20, 260, 79, 268]
page-number: ೦೩: [818, 31, 843, 56]
story-pratibha-title: ಪ್ರತಿಭಾ ಪುರಸ್ಕಾರ: [50, 626, 121, 641]
rate-row: ರಾಶಿ-26,099-67,209: [97, 161, 152, 169]
garbage-box-text: ನಗರ ವ್ಯಾಪ್ತಿಯಲ್ಲಿ ಕಸ ವಿಲೇವಾರಿ ಸಮರ್ಪಕವಾಗಿ ನಡೆಯಬೇಕು. ರಸ್ತೆ ಬದಿಗಳಲ್ಲಿ ಕಸ ಎಸೆಯುವವರ ವಿರುದ್ಧ ದಂಡ ವಿಧಿಸಬೇಕು. ಕೃಷಿ ಮತ್ತು ಕೈಗಾರಿಕಾ ತ್ಯಾಜ್ಯಗಳನ್ನು ವೈಜ್ಞಾನಿಕವಾಗಿ ವಿಲೇವಾರಿ ಮಾಡಬೇಕು. ಘನತ್ಯಾಜ್ಯ ನಿರ್ವಹಣಾ ಘಟಕಗಳ ಸಾಮರ್ಥ್ಯ ಹೆಚ್ಚಿಸಲು ಕ್ರಮ ವಹಿಸಬೇಕು ಎಂದು ಸೂಚಿಸಿದರು.: [395, 460, 503, 511]
market-shivamogga: [18, 152, 96, 194]
city-title: ಶಿವಮೊಗ್ಗ: [300, 5, 421, 52]
rate-row: ರಾಶಿ-50,089-59,619: [18, 177, 73, 185]
rate-row: ಗೊರಬಲು-20,039-32,819: [18, 185, 85, 193]
manipal-title: ಮಣಿಪಾಲ್ ಆರೋಗ್ಯ ಕಾರ್ಡ್‌ನಿಂದ ಜನರಿಗೆ ಅನುಕೂಲ: [456, 940, 795, 963]
bus-shape: [96, 336, 181, 382]
house-visit-caption: ಶಿವಮೊಗ್ಗದ ಆಶೋಕ ನಗರದ ಬನಶಂಕರಿ ಕಾಲೋನಿಯಲ್ಲಿ ಮಳೆಯಿಂದ ಸಂಪೂರ್ಣವಾಗಿ ಹಾನಿಯಾದ ಆಟೋ ಚಾಲಕ ಕುಮಾರ್ ಅವರ ಮನೆಗೆ ರಾಷ್ಟ್ರಭಕ್ತರ ಬಳಗದ ಮುಖಂಡ ಕೆ.ಇ.ಕಾಂತೇಶ್ ಭೇಟಿ ನೀಡಿ ಸಾಂತ್ವನ ಹೇಳಿ ಪರಿಹಾರ ವಿತರಿಸಿದರು. ಮೋಹನ್ ಜಾಧವ್, ಜಗದೀಶ್ ಮತ್ತಿತರರಿದ್ದರು.: [684, 208, 906, 235]
dam-line: ಗರಿಷ್ಠ-186 ಅಡಿ: [103, 244, 137, 252]
